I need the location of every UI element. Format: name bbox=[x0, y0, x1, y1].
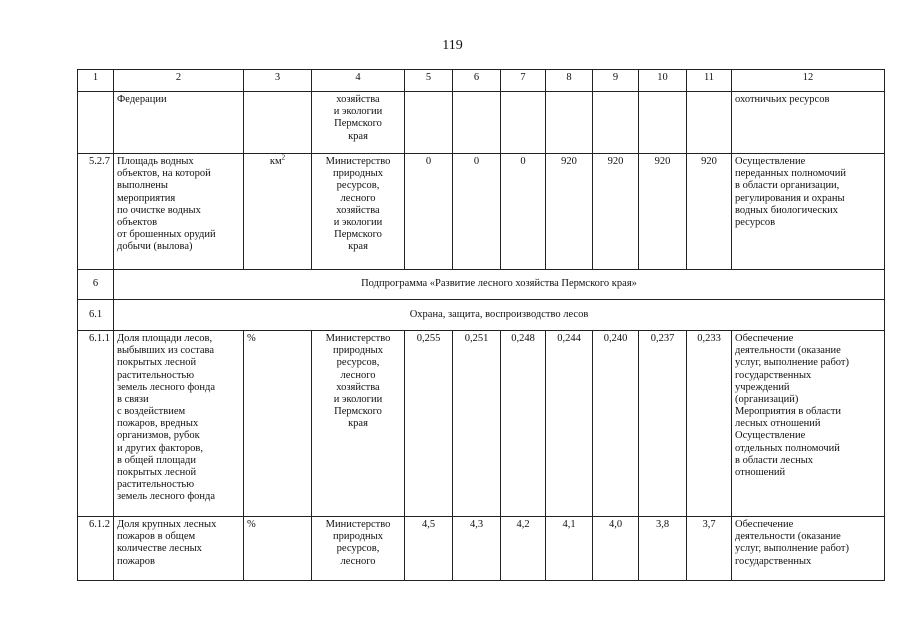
value-cell: 0,240 bbox=[593, 331, 639, 517]
value-cell: 920 bbox=[593, 154, 639, 270]
value-cell: 920 bbox=[687, 154, 732, 270]
value-cell: 4,2 bbox=[501, 517, 546, 581]
column-number-header: 7 bbox=[501, 70, 546, 92]
value-cell bbox=[405, 92, 453, 154]
unit-cell bbox=[244, 331, 312, 517]
indicators-table bbox=[77, 69, 885, 581]
value-cell: 0,248 bbox=[501, 331, 546, 517]
executor: Министерство природных ресурсов, лесного хозяйства и экологии Пермского края bbox=[312, 154, 405, 270]
section-code: 6.1 bbox=[78, 300, 114, 331]
indicator-name: Доля крупных лесных пожаров в общем количестве лесных пожаров bbox=[114, 517, 244, 581]
value-cell: 0 bbox=[453, 154, 501, 270]
indicator-name: Площадь водных объектов, на которой выполнены мероприятия по очистке водных объектов от брошенных орудий добычи (вылова) bbox=[114, 154, 244, 270]
funding-note: Осуществление переданных полномочий в области организации, регулирования и охраны водных биологических ресурсов bbox=[732, 154, 885, 270]
column-number-header: 1 bbox=[78, 70, 114, 92]
column-number-header: 5 bbox=[405, 70, 453, 92]
unit: % bbox=[247, 333, 256, 344]
unit-superscript: 2 bbox=[281, 153, 286, 162]
value-cell bbox=[593, 92, 639, 154]
column-number-header: 4 bbox=[312, 70, 405, 92]
value-cell: 0,233 bbox=[687, 331, 732, 517]
executor: Министерство природных ресурсов, лесного хозяйства и экологии Пермского края bbox=[312, 331, 405, 517]
value-cell: 0,255 bbox=[405, 331, 453, 517]
indicator-name: Доля площади лесов, выбывших из состава покрытых лесной растительностью земель лесного фонда в связи с воздействием пожаров, вредных организмов, рубок и других факторов, в общей площади покрытых лесной растительностью земель лесного фонда bbox=[114, 331, 244, 517]
value-cell: 4,5 bbox=[405, 517, 453, 581]
executor: Министерство природных ресурсов, лесного bbox=[312, 517, 405, 581]
column-number-header: 2 bbox=[114, 70, 244, 92]
table-row bbox=[78, 331, 885, 517]
row-code: 6.1.2 bbox=[78, 517, 114, 581]
section-title: Подпрограмма «Развитие лесного хозяйства Пермского края» bbox=[114, 270, 885, 300]
unit-cell bbox=[244, 517, 312, 581]
column-number-header: 10 bbox=[639, 70, 687, 92]
funding-note: Обеспечение деятельности (оказание услуг, выполнение работ) государственных учреждений (организаций) Мероприятия в области лесных отношений Осуществление отдельных полномочий в области лесных отношений bbox=[732, 331, 885, 517]
funding-note: охотничьих ресурсов bbox=[732, 92, 885, 154]
column-number-header: 11 bbox=[687, 70, 732, 92]
value-cell: 0,251 bbox=[453, 331, 501, 517]
value-cell: 920 bbox=[639, 154, 687, 270]
table-row bbox=[78, 92, 885, 154]
unit-cell bbox=[244, 92, 312, 154]
value-cell: 0 bbox=[501, 154, 546, 270]
section-code: 6 bbox=[78, 270, 114, 300]
row-code bbox=[78, 92, 114, 154]
column-number-header: 12 bbox=[732, 70, 885, 92]
column-number-header: 9 bbox=[593, 70, 639, 92]
value-cell bbox=[453, 92, 501, 154]
column-number-header: 6 bbox=[453, 70, 501, 92]
page-number: 119 bbox=[442, 38, 463, 53]
section-row bbox=[78, 300, 885, 331]
value-cell: 0,237 bbox=[639, 331, 687, 517]
column-number-header: 8 bbox=[546, 70, 593, 92]
value-cell: 3,8 bbox=[639, 517, 687, 581]
row-code: 6.1.1 bbox=[78, 331, 114, 517]
section-row bbox=[78, 270, 885, 300]
funding-note: Обеспечение деятельности (оказание услуг, выполнение работ) государственных bbox=[732, 517, 885, 581]
unit: км bbox=[269, 156, 282, 167]
value-cell: 920 bbox=[546, 154, 593, 270]
value-cell: 0,244 bbox=[546, 331, 593, 517]
value-cell: 4,1 bbox=[546, 517, 593, 581]
value-cell: 3,7 bbox=[687, 517, 732, 581]
value-cell: 4,0 bbox=[593, 517, 639, 581]
column-number-header: 3 bbox=[244, 70, 312, 92]
header-row bbox=[78, 70, 885, 92]
table-row bbox=[78, 154, 885, 270]
unit: % bbox=[247, 519, 256, 530]
value-cell bbox=[501, 92, 546, 154]
row-code: 5.2.7 bbox=[78, 154, 114, 270]
value-cell: 0 bbox=[405, 154, 453, 270]
value-cell: 4,3 bbox=[453, 517, 501, 581]
table-row bbox=[78, 517, 885, 581]
indicator-name: Федерации bbox=[114, 92, 244, 154]
unit-cell bbox=[244, 154, 312, 270]
executor: хозяйства и экологии Пермского края bbox=[312, 92, 405, 154]
value-cell bbox=[639, 92, 687, 154]
value-cell bbox=[546, 92, 593, 154]
value-cell bbox=[687, 92, 732, 154]
section-title: Охрана, защита, воспроизводство лесов bbox=[114, 300, 885, 331]
